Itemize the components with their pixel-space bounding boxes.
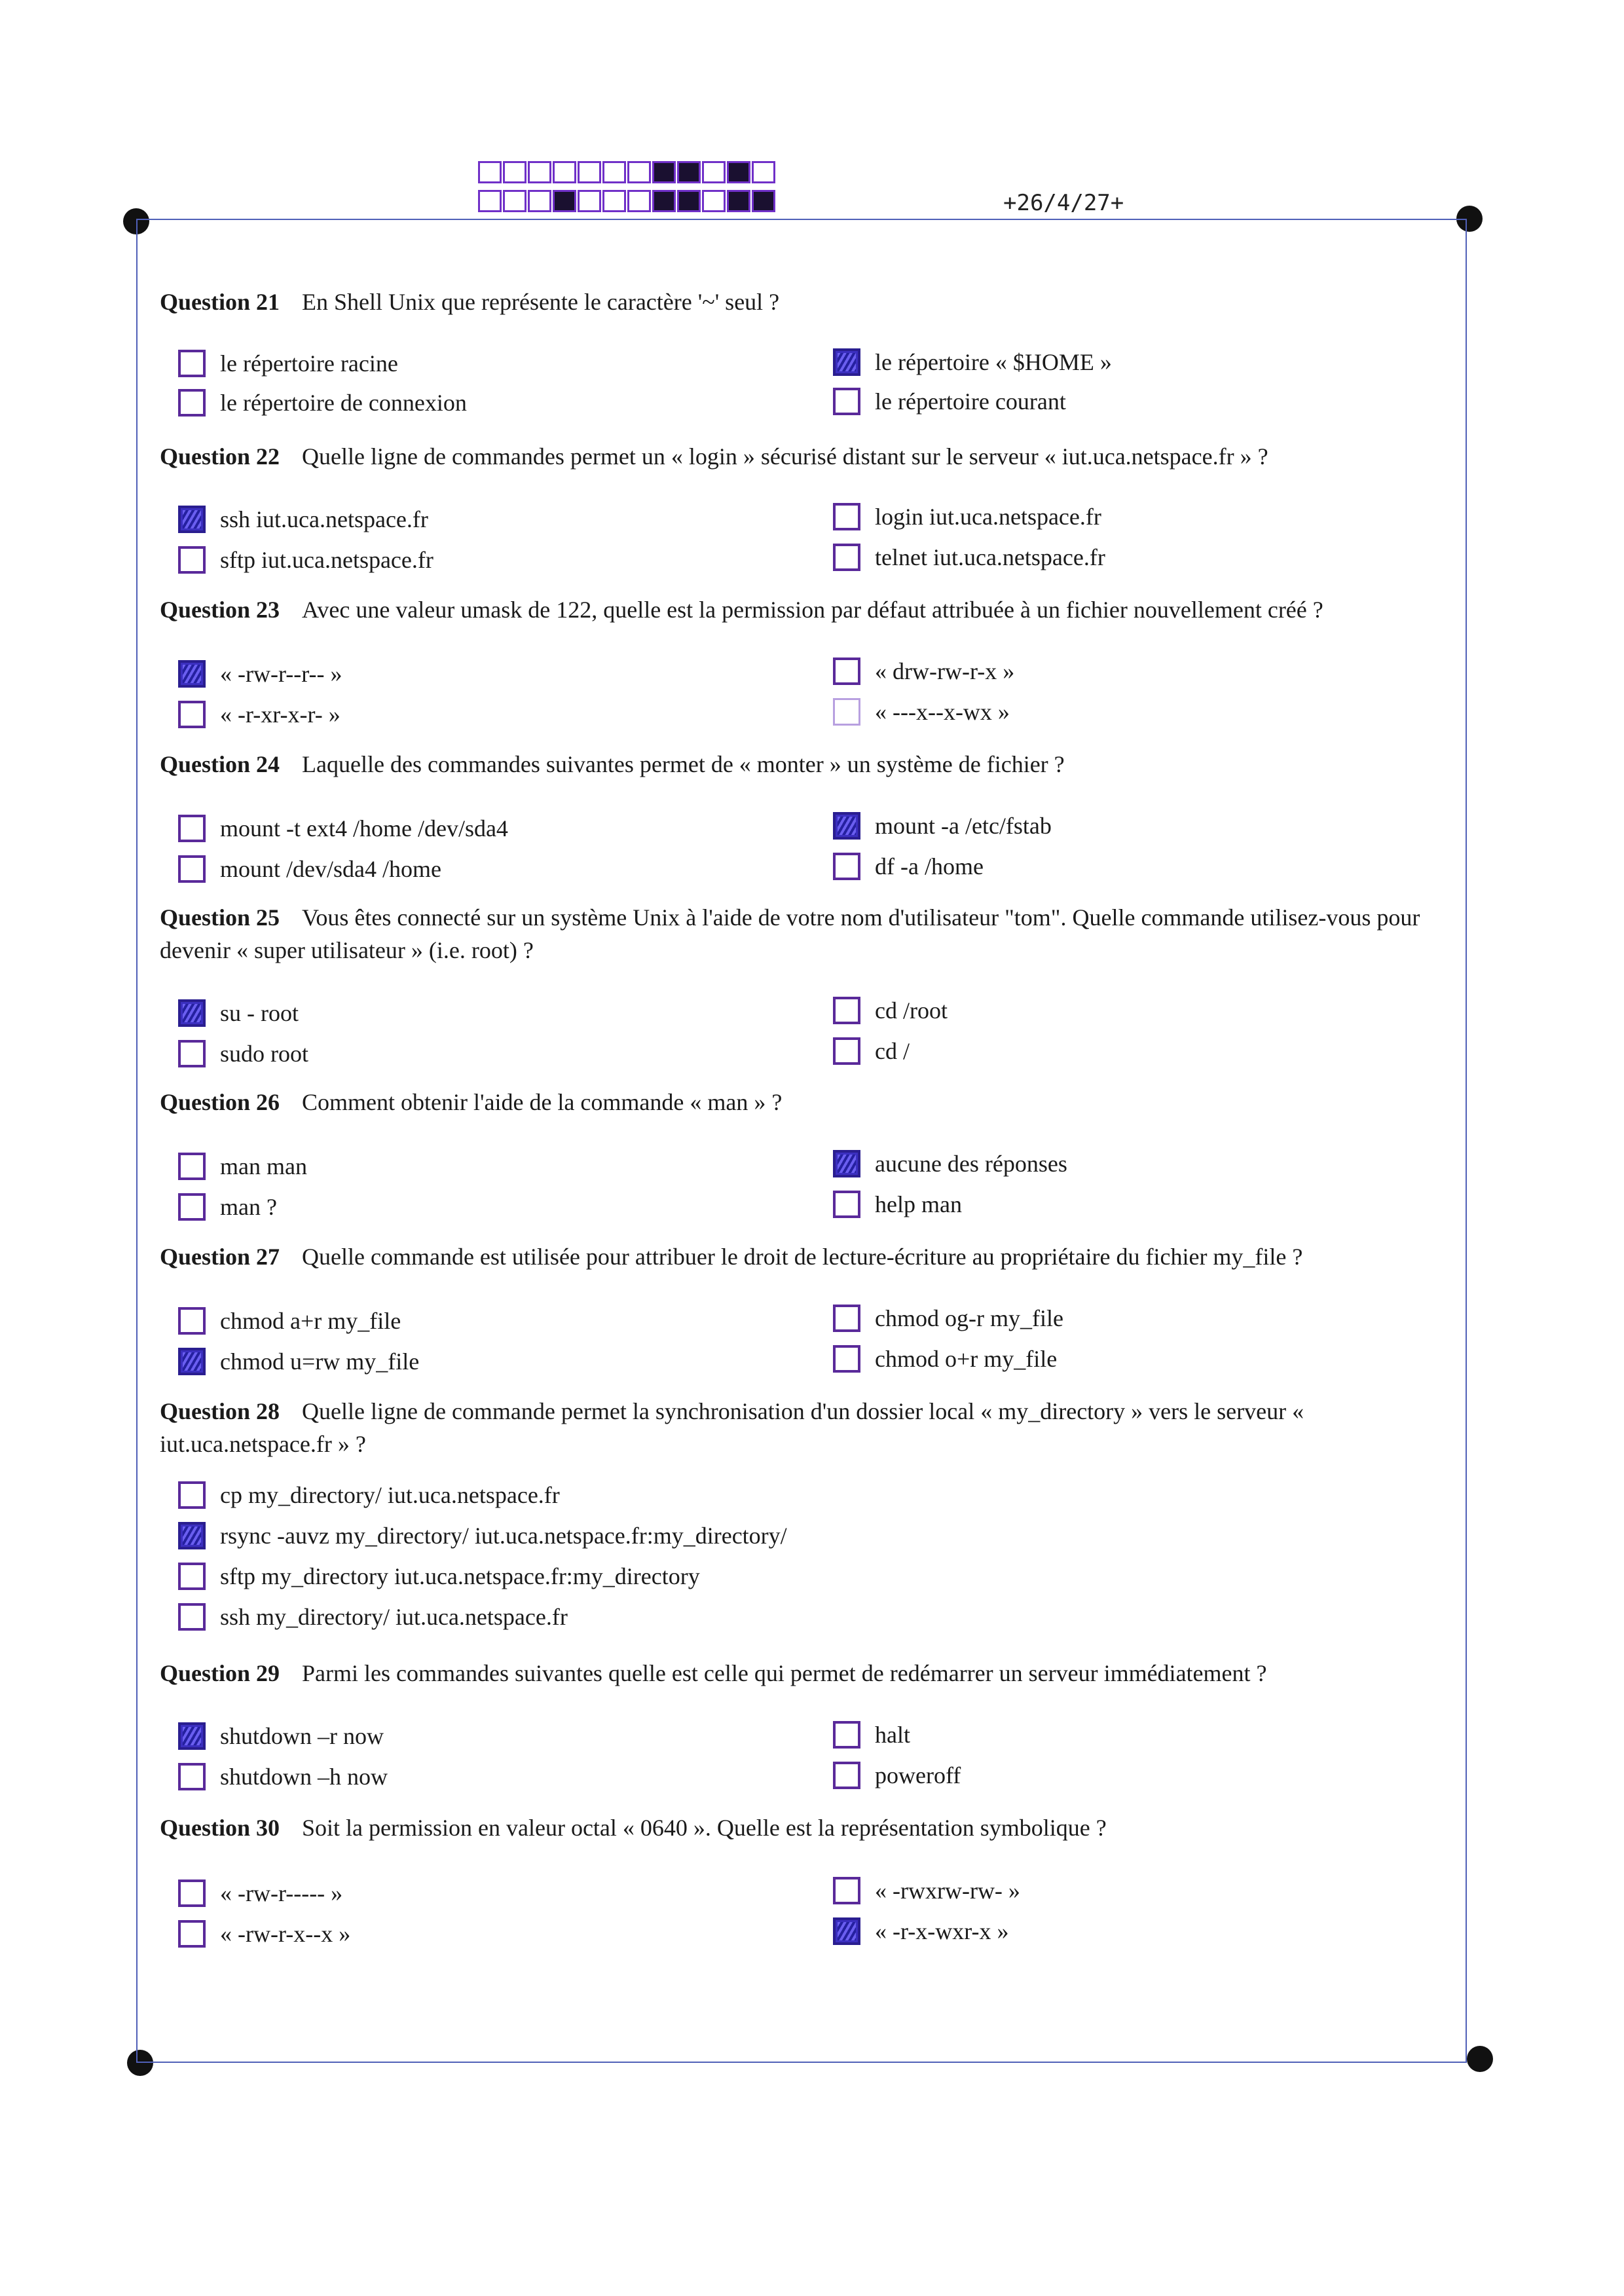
question-number: Question 29 <box>160 1660 280 1686</box>
answer-label: chmod u=rw my_file <box>220 1348 420 1375</box>
question-text: Parmi les commandes suivantes quelle est celle qui permet de redémarrer un serveur immédiatement ? <box>302 1660 1267 1686</box>
barcode-cell <box>528 190 551 212</box>
barcode-row-2 <box>478 190 775 212</box>
barcode-cell <box>503 161 526 183</box>
answer-label: « -rw-r--r-- » <box>220 661 342 687</box>
barcode-cell <box>702 161 726 183</box>
answer-label: aucune des réponses <box>875 1151 1067 1177</box>
question-24 <box>160 748 1456 781</box>
checkbox-checked[interactable] <box>833 812 860 840</box>
question-text: Quelle ligne de commande permet la synchronisation d'un dossier local « my_directory » vers le serveur « iut.uca.netspace.fr » ? <box>160 1398 1304 1457</box>
answer-label: le répertoire racine <box>220 350 398 377</box>
checkbox[interactable] <box>178 1193 206 1221</box>
barcode-cell <box>578 190 601 212</box>
answer-option[interactable] <box>833 809 1052 842</box>
answer-label: su - root <box>220 1000 299 1026</box>
answer-label: « -rwxrw-rw- » <box>875 1878 1020 1904</box>
checkbox[interactable] <box>178 855 206 883</box>
question-text: Comment obtenir l'aide de la commande « man » ? <box>302 1089 783 1115</box>
barcode-cell <box>627 190 651 212</box>
answer-label: ssh iut.uca.netspace.fr <box>220 506 428 532</box>
answer-label: ssh my_directory/ iut.uca.netspace.fr <box>220 1604 568 1630</box>
answer-label: cd /root <box>875 997 948 1024</box>
answer-label: halt <box>875 1722 910 1748</box>
answer-label: man man <box>220 1153 307 1179</box>
answer-label: poweroff <box>875 1762 961 1788</box>
answer-option[interactable] <box>178 1760 388 1793</box>
answer-label: shutdown –h now <box>220 1764 388 1790</box>
question-number: Question 21 <box>160 289 280 315</box>
answer-option[interactable] <box>833 1147 1067 1180</box>
barcode-cell <box>652 161 676 183</box>
answer-option[interactable] <box>178 386 467 419</box>
answer-option[interactable] <box>178 853 441 885</box>
checkbox[interactable] <box>178 389 206 417</box>
barcode-cell <box>553 190 576 212</box>
answer-label: le répertoire « $HOME » <box>875 349 1112 375</box>
answer-option[interactable] <box>833 1759 961 1792</box>
answer-option[interactable] <box>178 1519 787 1552</box>
answer-label: « -rw-r-x--x » <box>220 1921 351 1947</box>
answer-option[interactable] <box>833 346 1112 379</box>
answer-option[interactable] <box>833 1342 1057 1375</box>
checkbox-checked[interactable] <box>178 1522 206 1549</box>
question-text: En Shell Unix que représente le caractère '~' seul ? <box>302 289 780 315</box>
checkbox[interactable] <box>178 1307 206 1335</box>
checkbox-checked[interactable] <box>178 1348 206 1375</box>
checkbox[interactable] <box>833 1721 860 1749</box>
answer-option[interactable] <box>178 997 299 1029</box>
checkbox[interactable] <box>178 350 206 377</box>
checkbox[interactable] <box>833 1877 860 1904</box>
answer-option[interactable] <box>178 1150 307 1183</box>
sheet-id-code: +26/4/27+ <box>1003 190 1124 216</box>
answer-option[interactable] <box>833 850 984 883</box>
answer-label: « -r-x-wxr-x » <box>875 1918 1009 1944</box>
answer-option[interactable] <box>178 1191 277 1223</box>
barcode-cell <box>478 161 502 183</box>
question-number: Question 28 <box>160 1398 280 1424</box>
barcode-cell <box>702 190 726 212</box>
answer-option[interactable] <box>833 500 1101 533</box>
checkbox[interactable] <box>178 1040 206 1067</box>
checkbox-checked[interactable] <box>178 660 206 688</box>
question-number: Question 30 <box>160 1815 280 1841</box>
checkbox[interactable] <box>833 657 860 685</box>
barcode-cell <box>478 190 502 212</box>
question-number: Question 25 <box>160 904 280 931</box>
question-number: Question 27 <box>160 1244 280 1270</box>
answer-label: mount /dev/sda4 /home <box>220 856 441 882</box>
checkbox-checked[interactable] <box>178 999 206 1027</box>
answer-label: le répertoire de connexion <box>220 390 467 416</box>
answer-option[interactable] <box>178 812 508 845</box>
answer-label: chmod o+r my_file <box>875 1346 1058 1372</box>
answer-option[interactable] <box>833 1188 962 1221</box>
answer-label: cd / <box>875 1038 910 1064</box>
answer-option[interactable] <box>178 1479 560 1511</box>
answer-option[interactable] <box>178 698 341 731</box>
checkbox[interactable] <box>178 1920 206 1948</box>
barcode-cell <box>652 190 676 212</box>
barcode-cell <box>602 161 626 183</box>
answer-label: mount -t ext4 /home /dev/sda4 <box>220 815 508 842</box>
barcode-cell <box>602 190 626 212</box>
answer-option[interactable] <box>178 1345 419 1378</box>
barcode-cell <box>677 161 701 183</box>
answer-option[interactable] <box>833 1915 1009 1948</box>
question-text: Soit la permission en valeur octal « 0640 ». Quelle est la représentation symbolique ? <box>302 1815 1107 1841</box>
checkbox[interactable] <box>178 815 206 842</box>
checkbox[interactable] <box>833 1191 860 1218</box>
answer-option[interactable] <box>833 994 948 1027</box>
question-number: Question 23 <box>160 597 280 623</box>
question-26 <box>160 1086 1456 1119</box>
question-25 <box>160 901 1456 967</box>
question-number: Question 24 <box>160 751 280 777</box>
answer-label: login iut.uca.netspace.fr <box>875 504 1101 530</box>
question-text: Quelle ligne de commandes permet un « login » sécurisé distant sur le serveur « iut.uca.netspace.fr » ? <box>302 443 1268 470</box>
answer-option[interactable] <box>833 1718 910 1751</box>
answer-label: help man <box>875 1191 962 1217</box>
question-text: Avec une valeur umask de 122, quelle est la permission par défaut attribuée à un fichier nouvellement créé ? <box>302 597 1323 623</box>
barcode-cell <box>727 161 750 183</box>
checkbox[interactable] <box>833 1345 860 1373</box>
answer-option[interactable] <box>178 544 434 576</box>
checkbox[interactable] <box>833 503 860 530</box>
checkbox[interactable] <box>833 1037 860 1065</box>
answer-option[interactable] <box>178 503 428 536</box>
checkbox[interactable] <box>178 1153 206 1180</box>
answer-label: shutdown –r now <box>220 1723 384 1749</box>
answer-label: telnet iut.uca.netspace.fr <box>875 544 1105 570</box>
question-30 <box>160 1811 1456 1844</box>
barcode-cell <box>553 161 576 183</box>
checkbox[interactable] <box>178 1763 206 1790</box>
checkbox[interactable] <box>833 1305 860 1332</box>
checkbox[interactable] <box>833 544 860 571</box>
question-27 <box>160 1240 1456 1273</box>
question-number: Question 26 <box>160 1089 280 1115</box>
question-number: Question 22 <box>160 443 280 470</box>
answer-label: cp my_directory/ iut.uca.netspace.fr <box>220 1482 560 1508</box>
answer-label: « ---x--x-wx » <box>875 699 1010 725</box>
question-29 <box>160 1657 1456 1690</box>
question-21 <box>160 286 1456 318</box>
answer-option[interactable] <box>178 1601 568 1633</box>
checkbox[interactable] <box>833 997 860 1024</box>
checkbox[interactable] <box>178 1603 206 1631</box>
barcode-cell <box>503 190 526 212</box>
answer-label: chmod a+r my_file <box>220 1308 401 1334</box>
checkbox[interactable] <box>178 1879 206 1907</box>
registration-mark-bottom-right <box>1467 2046 1493 2072</box>
answer-option[interactable] <box>833 655 1014 688</box>
checkbox-checked[interactable] <box>833 348 860 376</box>
answer-label: « drw-rw-r-x » <box>875 658 1015 684</box>
barcode-cell <box>627 161 651 183</box>
answer-label: rsync -auvz my_directory/ iut.uca.netspace.fr:my_directory/ <box>220 1523 787 1549</box>
answer-option[interactable] <box>178 1560 700 1593</box>
answer-label: df -a /home <box>875 853 984 880</box>
barcode-row-1 <box>478 161 775 183</box>
answer-option[interactable] <box>833 695 1010 728</box>
answer-label: sftp iut.uca.netspace.fr <box>220 547 434 573</box>
answer-label: man ? <box>220 1194 277 1220</box>
checkbox[interactable] <box>178 546 206 574</box>
answer-option[interactable] <box>178 1305 401 1337</box>
answer-option[interactable] <box>833 1874 1020 1907</box>
question-28 <box>160 1395 1456 1460</box>
barcode-cell <box>578 161 601 183</box>
checkbox-checked[interactable] <box>833 1150 860 1177</box>
answer-label: chmod og-r my_file <box>875 1305 1063 1331</box>
checkbox[interactable] <box>833 388 860 415</box>
barcode-cell <box>528 161 551 183</box>
checkbox[interactable] <box>833 698 860 726</box>
answer-option[interactable] <box>178 1877 342 1910</box>
answer-label: « -r-xr-x-r- » <box>220 701 341 728</box>
answer-option[interactable] <box>178 347 398 380</box>
barcode-cell <box>677 190 701 212</box>
answer-label: mount -a /etc/fstab <box>875 813 1052 839</box>
barcode-cell <box>752 161 775 183</box>
answer-label: sftp my_directory iut.uca.netspace.fr:my_directory <box>220 1563 700 1589</box>
checkbox-checked[interactable] <box>178 1722 206 1750</box>
answer-option[interactable] <box>833 1302 1063 1335</box>
question-23 <box>160 593 1456 626</box>
question-22 <box>160 440 1456 473</box>
answer-option[interactable] <box>178 1720 384 1752</box>
answer-option[interactable] <box>833 541 1105 574</box>
checkbox[interactable] <box>833 1762 860 1789</box>
answer-option[interactable] <box>178 1037 308 1070</box>
checkbox-checked[interactable] <box>833 1917 860 1945</box>
answer-option[interactable] <box>833 385 1066 418</box>
checkbox[interactable] <box>833 853 860 880</box>
checkbox[interactable] <box>178 1563 206 1590</box>
question-text: Quelle commande est utilisée pour attribuer le droit de lecture-écriture au propriétaire du fichier my_file ? <box>302 1244 1303 1270</box>
question-text: Vous êtes connecté sur un système Unix à l'aide de votre nom d'utilisateur "tom". Quelle commande utilisez-vous pour devenir « super utilisateur » (i.e. root) ? <box>160 904 1420 963</box>
checkbox[interactable] <box>178 1481 206 1509</box>
answer-label: sudo root <box>220 1041 308 1067</box>
answer-option[interactable] <box>833 1035 910 1067</box>
barcode-cell <box>752 190 775 212</box>
answer-label: « -rw-r----- » <box>220 1880 343 1906</box>
answer-option[interactable] <box>178 1917 350 1950</box>
answer-label: le répertoire courant <box>875 388 1066 415</box>
checkbox-checked[interactable] <box>178 506 206 533</box>
checkbox[interactable] <box>178 701 206 728</box>
barcode-cell <box>727 190 750 212</box>
answer-option[interactable] <box>178 657 342 690</box>
question-text: Laquelle des commandes suivantes permet de « monter » un système de fichier ? <box>302 751 1065 777</box>
